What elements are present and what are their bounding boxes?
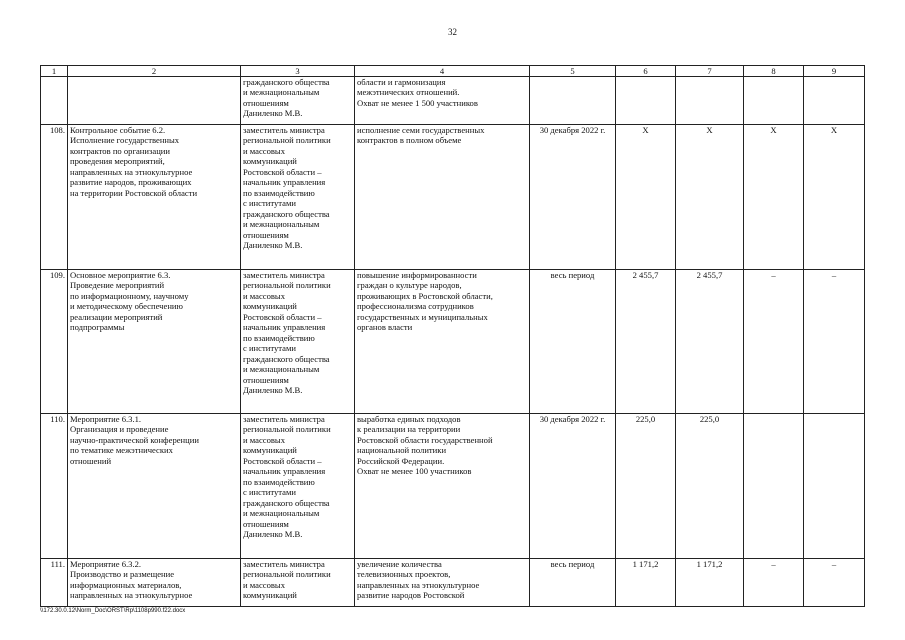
amount-col6: 2 455,7 xyxy=(616,270,676,414)
column-number: 8 xyxy=(744,66,804,77)
row-number: 110. xyxy=(41,414,68,559)
amount-col7: X xyxy=(676,125,744,270)
amount-col7: 225,0 xyxy=(676,414,744,559)
amount-col6: 225,0 xyxy=(616,414,676,559)
amount-col8 xyxy=(744,414,804,559)
deadline xyxy=(530,77,616,125)
table-row xyxy=(41,414,865,559)
expected-result: повышение информированности граждан о культуре народов, проживающих в Ростовской области, профессионализма сотрудников государственных и муниципальных органов власти xyxy=(355,270,530,414)
activity-name: Основное мероприятие 6.3. Проведение мероприятий по информационному, научному и методическому обеспечению реализации мероприятий подпрограммы xyxy=(68,270,241,414)
amount-col7 xyxy=(676,77,744,125)
amount-col8 xyxy=(744,77,804,125)
row-number: 111. xyxy=(41,559,68,607)
column-number: 7 xyxy=(676,66,744,77)
table-row xyxy=(41,559,865,607)
column-number: 5 xyxy=(530,66,616,77)
amount-col9: X xyxy=(804,125,865,270)
page-number: 32 xyxy=(448,27,457,37)
table-row xyxy=(41,77,865,125)
table-row xyxy=(41,125,865,270)
deadline: весь период xyxy=(530,559,616,607)
column-number: 6 xyxy=(616,66,676,77)
table-row xyxy=(41,270,865,414)
column-number: 3 xyxy=(241,66,355,77)
amount-col7: 2 455,7 xyxy=(676,270,744,414)
column-number: 1 xyxy=(41,66,68,77)
expected-result: выработка единых подходов к реализации на территории Ростовской области государственной национальной политики Российской Федерации. Охват не менее 100 участников xyxy=(355,414,530,559)
activity-name xyxy=(68,77,241,125)
amount-col9: – xyxy=(804,270,865,414)
activity-name: Мероприятие 6.3.1. Организация и проведение научно-практической конференции по тематике межэтнических отношений xyxy=(68,414,241,559)
amount-col9 xyxy=(804,414,865,559)
expected-result: увеличение количества телевизионных проектов, направленных на этнокультурное развитие народов Ростовской xyxy=(355,559,530,607)
responsible-executor: заместитель министра региональной политики и массовых коммуникаций Ростовской области – начальник управления по взаимодействию с институтами гражданского общества и межнациональным отношениям Даниленко М.В. xyxy=(241,414,355,559)
row-number xyxy=(41,77,68,125)
responsible-executor: заместитель министра региональной политики и массовых коммуникаций Ростовской области – начальник управления по взаимодействию с институтами гражданского общества и межнациональным отношениям Даниленко М.В. xyxy=(241,270,355,414)
amount-col9: – xyxy=(804,559,865,607)
responsible-executor: заместитель министра региональной политики и массовых коммуникаций Ростовской области – начальник управления по взаимодействию с институтами гражданского общества и межнациональным отношениям Даниленко М.В. xyxy=(241,125,355,270)
deadline: 30 декабря 2022 г. xyxy=(530,414,616,559)
responsible-executor: гражданского общества и межнациональным отношениям Даниленко М.В. xyxy=(241,77,355,125)
activity-name: Мероприятие 6.3.2. Производство и размещение информационных материалов, направленных на этнокультурное xyxy=(68,559,241,607)
amount-col7: 1 171,2 xyxy=(676,559,744,607)
row-number: 108. xyxy=(41,125,68,270)
program-table xyxy=(40,65,865,607)
expected-result: области и гармонизация межэтнических отношений. Охват не менее 1 500 участников xyxy=(355,77,530,125)
amount-col9 xyxy=(804,77,865,125)
deadline: весь период xyxy=(530,270,616,414)
column-number: 4 xyxy=(355,66,530,77)
amount-col8: – xyxy=(744,559,804,607)
amount-col6: 1 171,2 xyxy=(616,559,676,607)
amount-col8: X xyxy=(744,125,804,270)
file-path-footer: \\172.30.0.12\Norm_Doc\ORST\Rp\1108р990.f22.docx xyxy=(40,608,186,614)
deadline: 30 декабря 2022 г. xyxy=(530,125,616,270)
row-number: 109. xyxy=(41,270,68,414)
amount-col6: X xyxy=(616,125,676,270)
amount-col8: – xyxy=(744,270,804,414)
responsible-executor: заместитель министра региональной политики и массовых коммуникаций xyxy=(241,559,355,607)
activity-name: Контрольное событие 6.2. Исполнение государственных контрактов по организации проведения мероприятий, направленных на этнокультурное развитие народов, проживающих на территории Ростовской области xyxy=(68,125,241,270)
expected-result: исполнение семи государственных контрактов в полном объеме xyxy=(355,125,530,270)
column-number: 9 xyxy=(804,66,865,77)
amount-col6 xyxy=(616,77,676,125)
column-number: 2 xyxy=(68,66,241,77)
column-number-row xyxy=(41,66,865,77)
